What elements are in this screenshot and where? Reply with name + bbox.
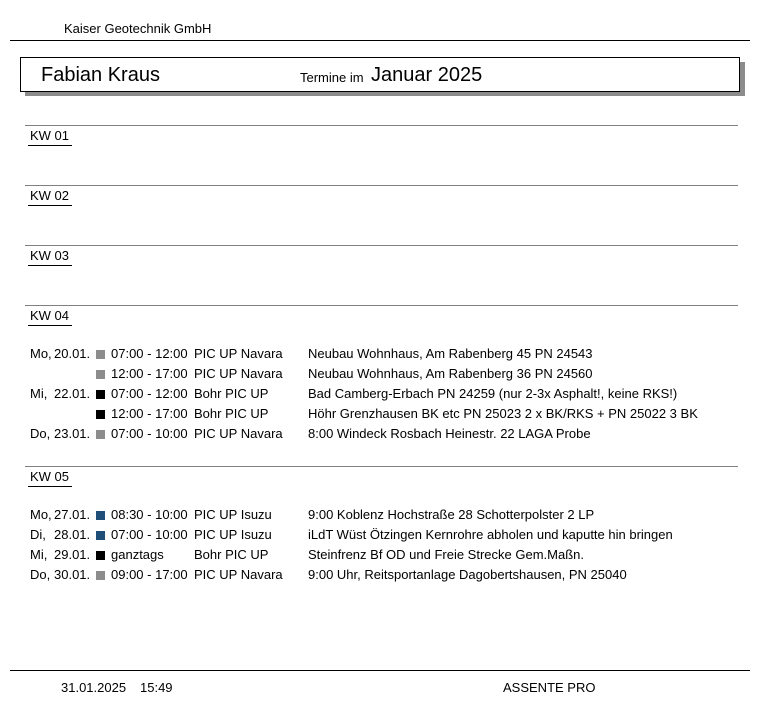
appointment-row[interactable]: [0, 366, 760, 384]
week-divider: [25, 245, 738, 246]
week-label-underline: [28, 265, 72, 266]
appointment-time: 07:00 - 10:00: [111, 426, 188, 441]
appointment-vehicle: PIC UP Navara: [194, 567, 283, 582]
appointment-vehicle: PIC UP Navara: [194, 366, 283, 381]
appointment-date: 29.01.: [54, 547, 91, 562]
footer-date: 31.01.2025: [61, 680, 127, 695]
appointment-day: Mi,: [30, 547, 48, 562]
appointment-row[interactable]: [0, 567, 760, 585]
appointment-date: 27.01.: [54, 507, 91, 522]
appointment-day: Di,: [30, 527, 46, 542]
termine-label: Termine im: [300, 70, 364, 85]
appointment-time: 09:00 - 17:00: [111, 567, 188, 582]
appointment-row[interactable]: [0, 426, 760, 444]
appointment-vehicle: Bohr PIC UP: [194, 547, 269, 562]
appointment-vehicle: PIC UP Isuzu: [194, 527, 272, 542]
footer-divider: [10, 670, 750, 671]
week-divider: [25, 125, 738, 126]
category-color-square: [96, 370, 105, 379]
appointment-vehicle: PIC UP Navara: [194, 426, 283, 441]
category-color-square: [96, 531, 105, 540]
appointment-time: 07:00 - 10:00: [111, 527, 188, 542]
week-divider: [25, 185, 738, 186]
week-label-underline: [28, 145, 72, 146]
company-name: Kaiser Geotechnik GmbH: [64, 21, 212, 36]
appointment-vehicle: PIC UP Navara: [194, 346, 283, 361]
category-color-square: [96, 571, 105, 580]
footer-time: 15:49: [140, 680, 173, 695]
category-color-square: [96, 511, 105, 520]
person-name: Fabian Kraus: [41, 64, 160, 86]
appointment-description: Bad Camberg-Erbach PN 24259 (nur 2-3x Asphalt!, keine RKS!): [308, 386, 678, 401]
appointment-description: 9:00 Uhr, Reitsportanlage Dagobertshausen, PN 25040: [308, 567, 627, 582]
appointment-day: Mo,: [30, 507, 52, 522]
category-color-square: [96, 551, 105, 560]
appointment-date: 28.01.: [54, 527, 91, 542]
appointment-description: Neubau Wohnhaus, Am Rabenberg 36 PN 24560: [308, 366, 593, 381]
week-divider: [25, 466, 738, 467]
week-label: KW 01: [30, 128, 70, 143]
appointment-description: Neubau Wohnhaus, Am Rabenberg 45 PN 24543: [308, 346, 593, 361]
category-color-square: [96, 390, 105, 399]
appointment-time: 08:30 - 10:00: [111, 507, 188, 522]
category-color-square: [96, 350, 105, 359]
week-divider: [25, 305, 738, 306]
appointment-vehicle: Bohr PIC UP: [194, 386, 269, 401]
appointment-date: 22.01.: [54, 386, 91, 401]
week-label: KW 05: [30, 469, 70, 484]
appointment-vehicle: PIC UP Isuzu: [194, 507, 272, 522]
appointment-row[interactable]: [0, 406, 760, 424]
appointment-day: Mo,: [30, 346, 52, 361]
week-label-underline: [28, 205, 72, 206]
title-box: [20, 57, 740, 92]
appointment-description: Höhr Grenzhausen BK etc PN 25023 2 x BK/RKS + PN 25022 3 BK: [308, 406, 698, 421]
appointment-day: Do,: [30, 426, 51, 441]
month-title: Januar 2025: [371, 64, 483, 86]
week-label: KW 04: [30, 308, 70, 323]
appointment-row[interactable]: [0, 507, 760, 525]
appointment-description: iLdT Wüst Ötzingen Kernrohre abholen und kaputte hin bringen: [308, 527, 673, 542]
appointment-date: 30.01.: [54, 567, 91, 582]
appointment-row[interactable]: [0, 547, 760, 565]
appointment-time: ganztags: [111, 547, 164, 562]
appointment-vehicle: Bohr PIC UP: [194, 406, 269, 421]
week-label-underline: [28, 486, 72, 487]
appointment-time: 07:00 - 12:00: [111, 386, 188, 401]
appointment-row[interactable]: [0, 527, 760, 545]
header-divider: [10, 40, 750, 41]
appointment-description: Steinfrenz Bf OD und Freie Strecke Gem.Maßn.: [308, 547, 584, 562]
week-label: KW 03: [30, 248, 70, 263]
appointment-time: 12:00 - 17:00: [111, 406, 188, 421]
footer-app-name: ASSENTE PRO: [503, 680, 596, 695]
week-label: KW 02: [30, 188, 70, 203]
week-label-underline: [28, 325, 72, 326]
appointment-date: 23.01.: [54, 426, 91, 441]
category-color-square: [96, 410, 105, 419]
appointment-row[interactable]: [0, 346, 760, 364]
appointment-day: Mi,: [30, 386, 48, 401]
appointment-day: Do,: [30, 567, 51, 582]
category-color-square: [96, 430, 105, 439]
appointment-time: 12:00 - 17:00: [111, 366, 188, 381]
appointment-date: 20.01.: [54, 346, 91, 361]
appointment-time: 07:00 - 12:00: [111, 346, 188, 361]
appointment-description: 8:00 Windeck Rosbach Heinestr. 22 LAGA Probe: [308, 426, 591, 441]
appointment-description: 9:00 Koblenz Hochstraße 28 Schotterpolster 2 LP: [308, 507, 595, 522]
appointment-row[interactable]: [0, 386, 760, 404]
